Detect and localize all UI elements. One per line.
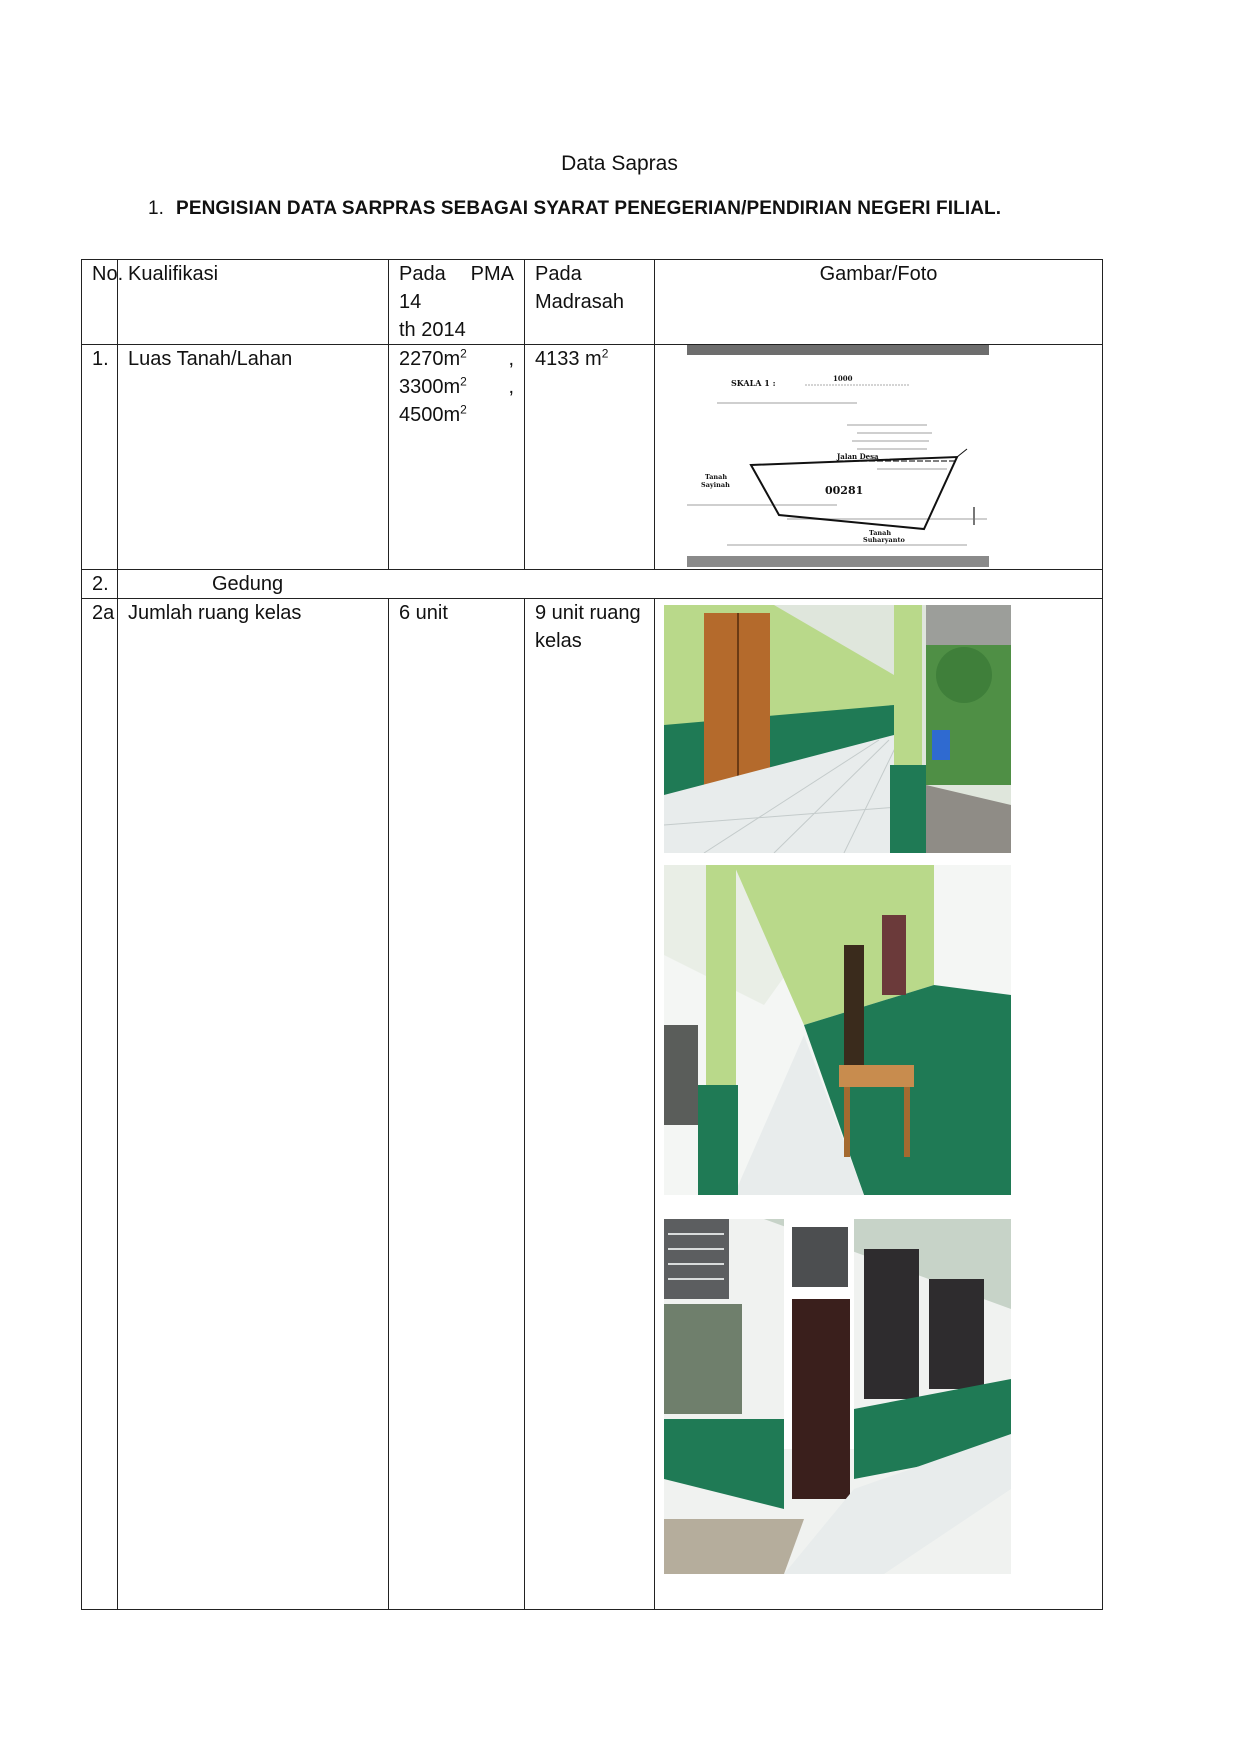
row2a-image-cell	[655, 599, 1103, 1610]
row1-pma	[389, 345, 525, 570]
row1-madrasah: 4133 $m^2$	[525, 345, 655, 570]
row2-kualifikasi: Gedung	[118, 570, 1103, 599]
row2-no: 2.	[82, 570, 118, 599]
row1-kualifikasi: Luas Tanah/Lahan	[118, 345, 389, 570]
pma-value-3: $4500m^2$	[399, 402, 467, 426]
svg-text:Sayinah: Sayinah	[701, 481, 730, 489]
row1-image-cell	[655, 345, 1103, 570]
row1-no: 1.	[82, 345, 118, 570]
svg-text:1000: 1000	[833, 374, 853, 383]
svg-text:00281: 00281	[825, 484, 864, 497]
classroom-photo-2	[664, 865, 1011, 1195]
land-map-image	[687, 345, 989, 567]
svg-text:Tanah: Tanah	[705, 473, 728, 481]
page-title: Data Sapras	[561, 152, 678, 175]
row2a-madrasah	[525, 599, 655, 1610]
sapras-table	[81, 259, 1103, 1610]
svg-text:Suharyanto: Suharyanto	[863, 536, 905, 544]
section-heading-text: PENGISIAN DATA SARPRAS SEBAGAI SYARAT PENEGERIAN/PENDIRIAN NEGERI FILIAL.	[176, 198, 1002, 219]
section-number: 1.	[148, 198, 165, 219]
table-header-row	[82, 260, 1103, 345]
table-row-ruang-kelas	[82, 599, 1103, 1610]
section-heading	[148, 198, 1001, 220]
table-row-gedung	[82, 570, 1103, 599]
madrasah-value-line2: kelas	[535, 630, 582, 652]
header-no: No.	[82, 260, 118, 345]
row2a-no: 2a	[82, 599, 118, 1610]
header-kualifikasi: Kualifikasi	[118, 260, 389, 345]
pma-value-1: $2270m^2$ ,	[399, 346, 514, 370]
header-pma-line1: Pada PMA 14	[399, 263, 514, 313]
header-madrasah	[525, 260, 655, 345]
header-pma	[389, 260, 525, 345]
header-gambar: Gambar/Foto	[655, 260, 1103, 345]
madrasah-value-line1: 9 unit ruang	[535, 602, 641, 624]
header-pma-line2: th 2014	[399, 319, 466, 341]
row2a-pma: 6 unit	[389, 599, 525, 1610]
svg-text:Jalan Desa: Jalan Desa	[837, 452, 879, 461]
classroom-photo-3	[664, 1219, 1011, 1574]
header-madrasah-line2: Madrasah	[535, 291, 624, 313]
header-madrasah-line1: Pada	[535, 263, 582, 285]
pma-value-2: $3300m^2$ ,	[399, 374, 514, 398]
svg-text:Tanah: Tanah	[869, 529, 892, 537]
row2a-kualifikasi: Jumlah ruang kelas	[118, 599, 389, 1610]
svg-text:SKALA 1 :: SKALA 1 :	[731, 378, 776, 388]
table-row-luas-tanah	[82, 345, 1103, 570]
classroom-photo-1	[664, 605, 1011, 853]
